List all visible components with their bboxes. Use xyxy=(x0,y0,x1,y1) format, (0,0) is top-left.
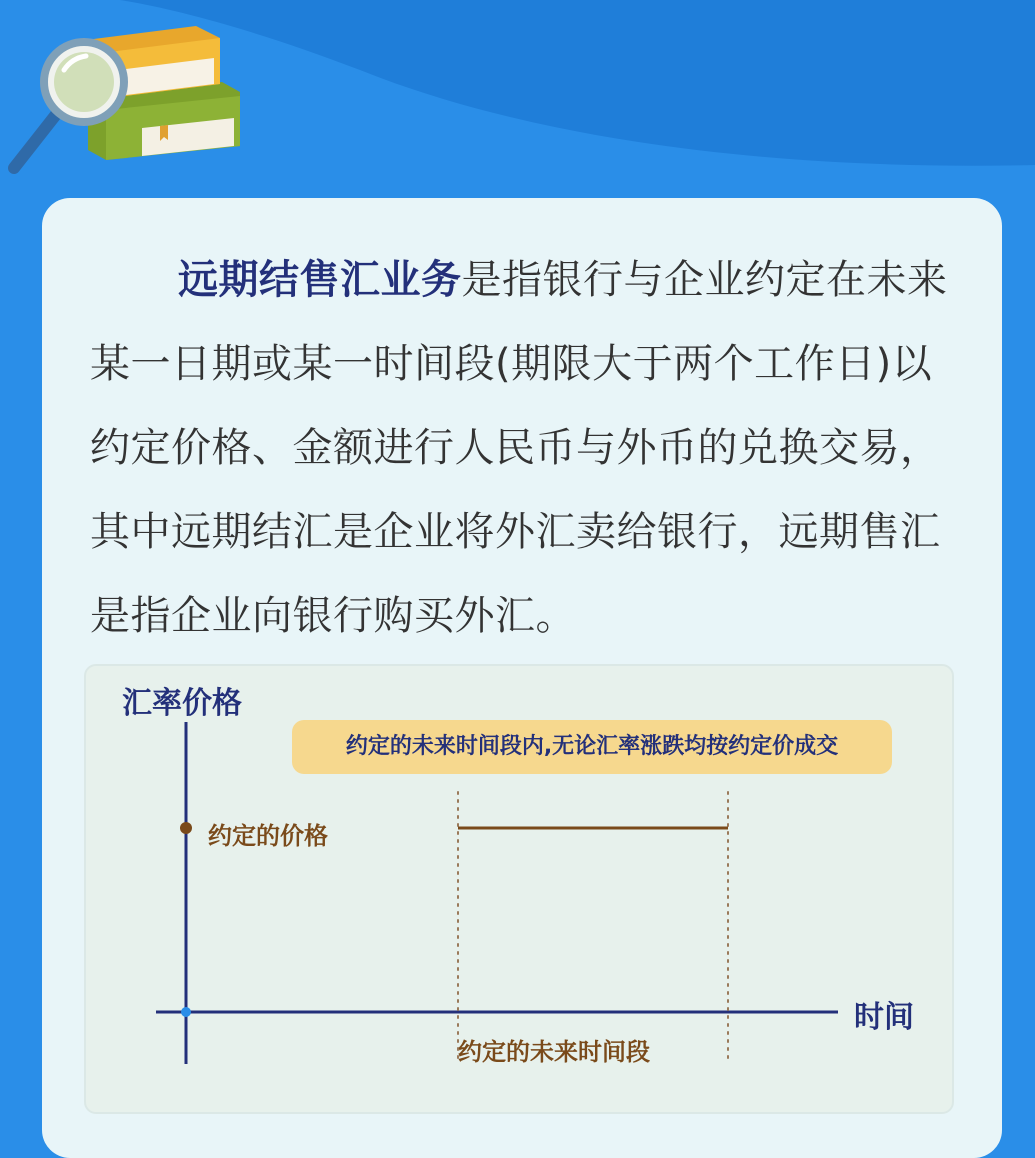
intro-text: 是指银行与企业约定在未来某一日期或某一时间段(期限大于两个工作日)以约定价格、金额进行人民币与外币的兑换交易，其中远期结汇是企业将外汇卖给银行，远期售汇是指企业向银行购买外汇。 xyxy=(90,257,948,639)
intro-term: 远期结售汇业务 xyxy=(178,257,462,303)
x-axis-label: 时间 xyxy=(854,1000,914,1035)
agreed-price-label: 约定的价格 xyxy=(208,822,328,850)
price-marker xyxy=(180,822,192,834)
forward-rate-diagram xyxy=(84,664,954,1114)
content-card xyxy=(42,198,1002,1158)
origin-dot xyxy=(181,1007,191,1017)
books-magnifier-illustration xyxy=(0,0,260,190)
intro-paragraph xyxy=(90,238,966,658)
agreement-banner: 约定的未来时间段内,无论汇率涨跌均按约定价成交 xyxy=(292,720,892,774)
y-axis-label: 汇率价格 xyxy=(122,686,242,721)
period-label: 约定的未来时间段 xyxy=(458,1038,650,1066)
